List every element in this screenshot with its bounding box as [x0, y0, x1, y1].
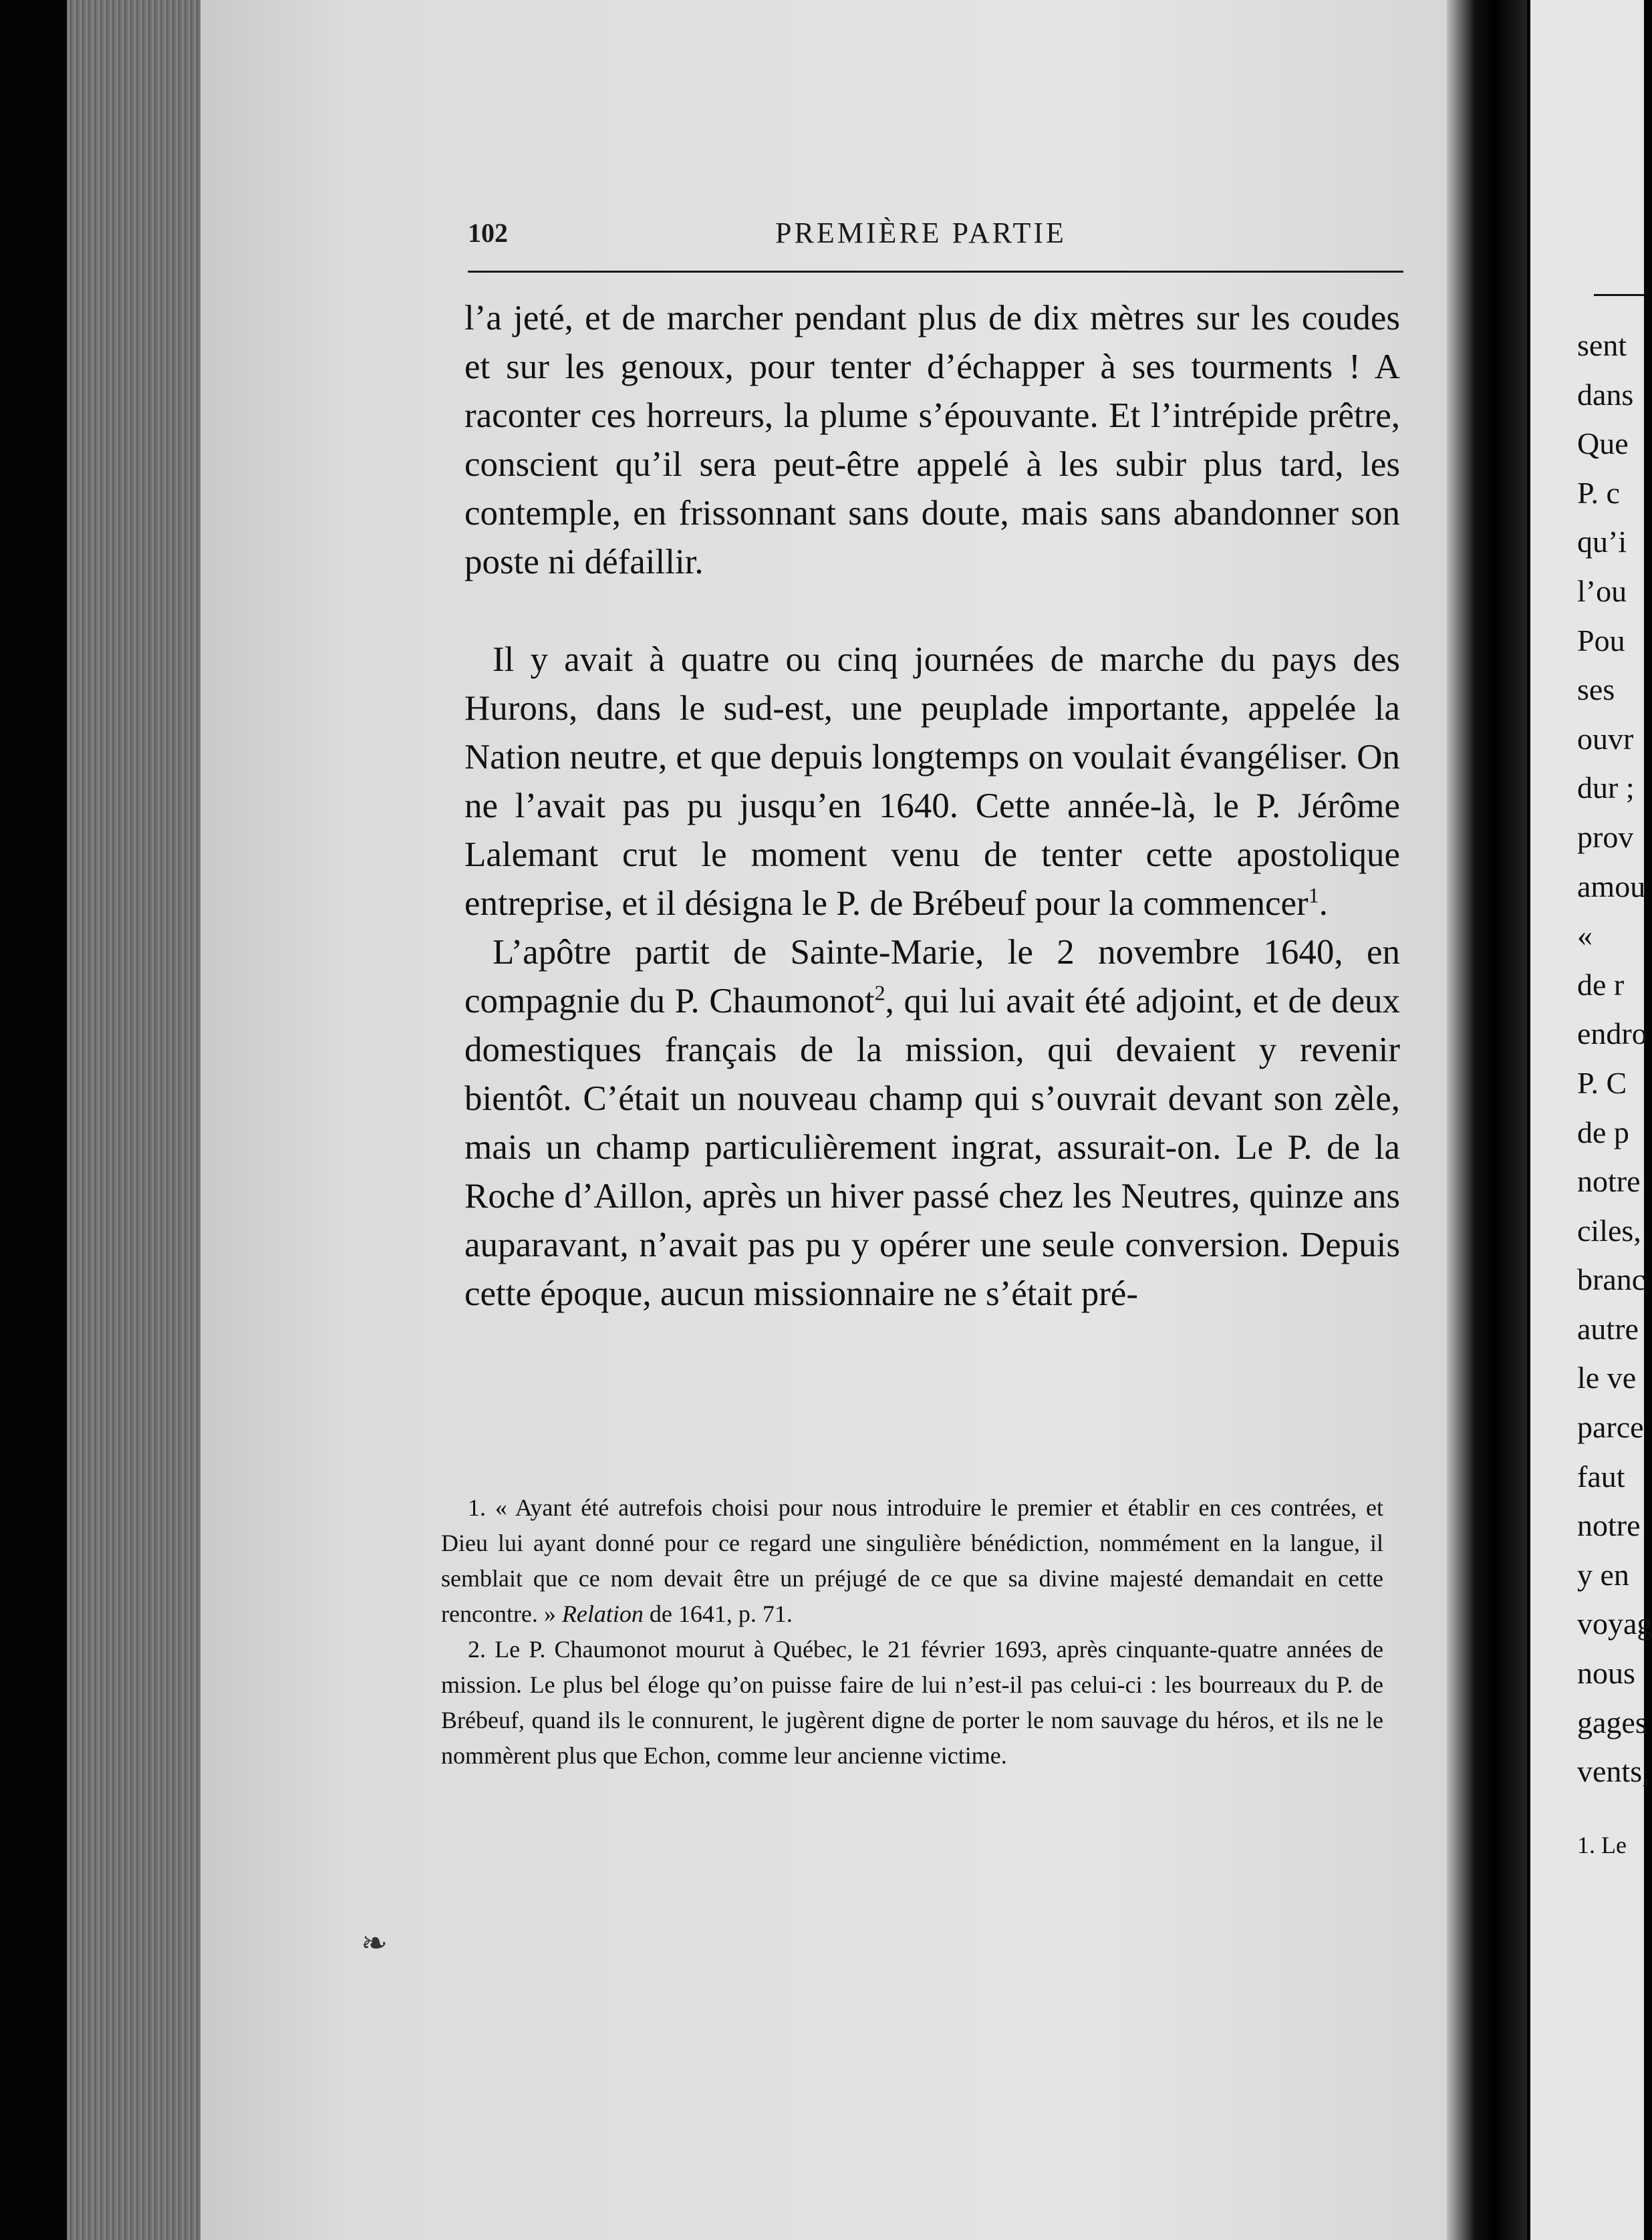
facing-line: de r [1577, 967, 1625, 1002]
facing-line: Pou [1577, 623, 1625, 658]
facing-line: parce [1577, 1410, 1644, 1445]
facing-line: P. C [1577, 1065, 1627, 1100]
footnote-2: 2. Le P. Chaumonot mourut à Québec, le 21 février 1693, après cinquante-quatre années de mission. Le plus bel éloge qu’on puisse faire de lui n’est-il pas celui-ci : les bourreaux du P. de Brébeuf, quand ils le connurent, le jugèrent digne de porter le nom sauvage du héros, et ils ne le nommèrent plus que Echon, comme leur ancienne victime. [441, 1636, 1383, 1769]
facing-line: vents, [1577, 1754, 1650, 1789]
footnote-mark: 2 [874, 980, 885, 1005]
facing-line: autre [1577, 1311, 1639, 1346]
facing-line: gages [1577, 1705, 1647, 1739]
footnotes [441, 1490, 1383, 1774]
page-number: 102 [468, 218, 508, 248]
facing-line: sent [1577, 328, 1627, 362]
page-header [468, 217, 1403, 271]
facing-page-rule [1594, 294, 1644, 296]
facing-footnote: 1. Le [1577, 1832, 1627, 1858]
footnote-1 [441, 1490, 1383, 1632]
facing-line: ses [1577, 672, 1615, 707]
facing-line: voyag [1577, 1606, 1652, 1641]
paragraph: Il y avait à quatre ou cinq journées de marche du pays des Hurons, dans le sud-est, une peuplade importante, appelée la Nation neutre, et que depuis longtemps on voulait évangéliser. On ne l’avait pas pu jusqu’en 1640. Cette année-là, le P. Jérôme Lalemant crut le moment venu de tenter cette apostolique entreprise, et il désigna le P. de Brébeuf pour la commencer$^1$. [464, 640, 1400, 923]
facing-line: faut [1577, 1459, 1625, 1494]
facing-line: notre [1577, 1164, 1641, 1199]
facing-line: le ve [1577, 1361, 1637, 1395]
facing-line: de p [1577, 1115, 1629, 1149]
facing-page-lines [1577, 321, 1652, 1796]
book-gutter [1447, 0, 1527, 2240]
facing-line: dans [1577, 377, 1634, 412]
facing-line: ouvr [1577, 721, 1634, 756]
facing-line: prov [1577, 819, 1634, 854]
footnote-text: 1. « Ayant été autrefois choisi pour nous introduire le premier et établir en ces contrées, et Dieu lui ayant donné pour ce regard une singulière bénédiction, nommément en la langue, il semblait que ce nom devait être un préjugé de ce que sa divine majesté demandait en cette rencontre. » [441, 1494, 1383, 1627]
facing-line: P. c [1577, 475, 1620, 510]
ink-blot-icon: ❧ [361, 1926, 388, 1961]
footnote-mark: 1 [1308, 883, 1319, 907]
facing-line: branc [1577, 1262, 1646, 1297]
paragraph-text: Il y avait à quatre ou cinq journées de marche du pays des Hurons, dans le sud-est, une peuplade importante, appelée la Nation neutre, et que depuis longtemps on voulait évangéliser. On ne l’avait pas pu jusqu’en 1640. Cette année-là, le P. Jérôme Lalemant crut le moment venu de tenter cette apostolique entreprise, et il désigna le P. de Brébeuf pour la commencer [464, 640, 1400, 923]
facing-line: qu’i [1577, 525, 1627, 559]
header-rule [468, 271, 1403, 273]
running-title: PREMIÈRE PARTIE [775, 217, 1067, 249]
body-text [464, 294, 1400, 1318]
facing-line: endro [1577, 1016, 1647, 1051]
paragraph-text: L’apôtre partit de Sainte-Marie, le 2 novembre 1640, en compagnie du P. Chaumonot [464, 933, 1400, 1020]
facing-line: Que [1577, 426, 1629, 461]
facing-line: dur ; [1577, 771, 1635, 805]
facing-line: y en [1577, 1557, 1629, 1592]
facing-line: notre [1577, 1508, 1641, 1543]
footnote-source: Relation [561, 1600, 644, 1627]
footnote-reference: de 1641, p. 71. [649, 1600, 793, 1627]
paragraph-text: , qui lui avait été adjoint, et de deux domestiques français de la mission, qui devaient y revenir bientôt. C’était un nouveau champ qui s’ouvrait devant son zèle, mais un champ particulièrement ingrat, assurait-on. Le P. de la Roche d’Aillon, après un hiver passé chez les Neutres, quinze ans auparavant, n’avait pas pu y opérer une seule conversion. Depuis cette époque, aucun missionnaire ne s’était pré- [464, 982, 1400, 1313]
facing-line: l’ou [1577, 573, 1627, 608]
paragraph: l’a jeté, et de marcher pendant plus de dix mètres sur les coudes et sur les genoux, pour tenter d’échapper à ses tourments ! A raconter ces horreurs, la plume s’épouvante. Et l’intrépide prêtre, conscient qu’il sera peut-être appelé à les subir plus tard, les contemple, en frissonnant sans doute, mais sans abandonner son poste ni défaillir. [464, 299, 1400, 581]
paragraph [464, 928, 1400, 1318]
facing-line: nous [1577, 1656, 1635, 1691]
facing-line: amou [1577, 869, 1646, 903]
facing-line: ciles, [1577, 1213, 1641, 1248]
facing-line: « [1577, 918, 1593, 953]
